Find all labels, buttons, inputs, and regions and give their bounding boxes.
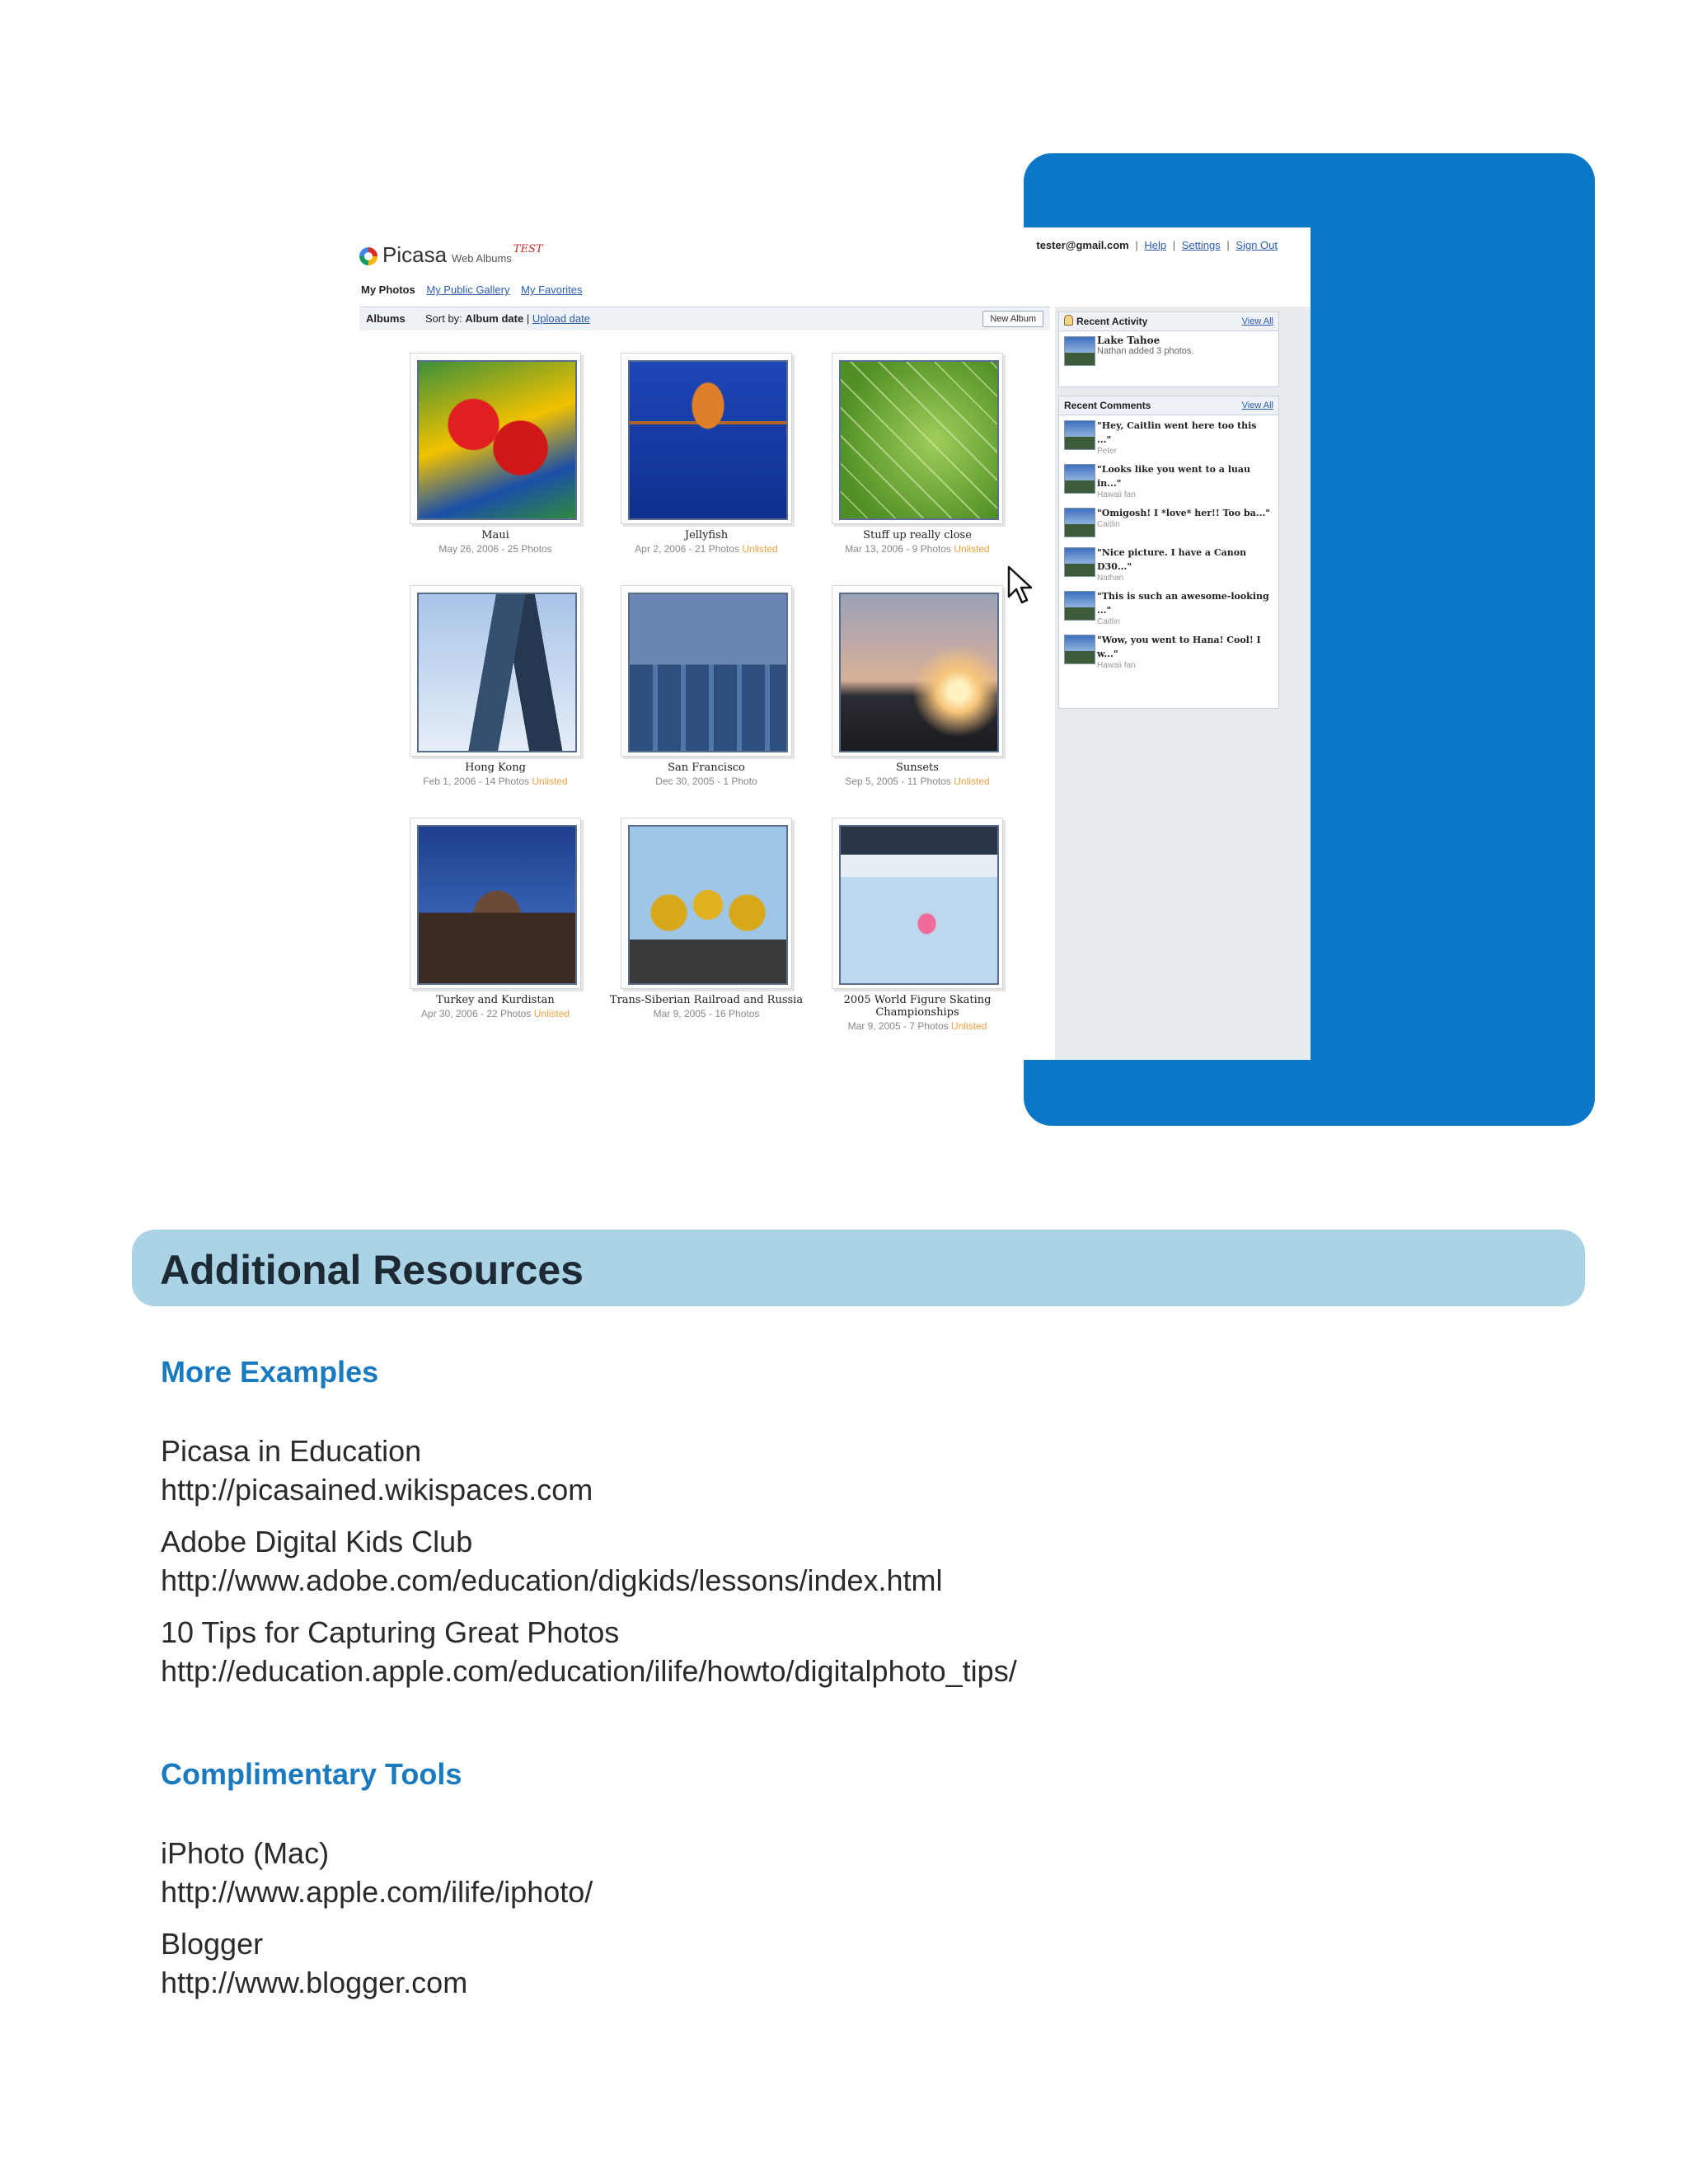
logo-text: Picasa — [382, 242, 448, 267]
help-link[interactable]: Help — [1144, 239, 1167, 251]
resource-item — [161, 1522, 943, 1600]
tab-my-photos[interactable]: My Photos — [361, 284, 415, 296]
album-meta: Apr 2, 2006 - 21 Photos Unlisted — [635, 543, 778, 555]
mouse-cursor-icon — [1007, 565, 1035, 605]
album-title[interactable]: San Francisco — [668, 762, 745, 774]
more-examples-heading: More Examples — [161, 1355, 379, 1389]
album-title[interactable]: Maui — [481, 529, 509, 541]
comment-text: "Omigosh! I *love* her!! Too ba..." — [1097, 508, 1270, 518]
album-card[interactable] — [392, 353, 598, 555]
comment-item[interactable] — [1059, 542, 1278, 586]
resource-item — [161, 1834, 593, 1911]
section-title: Additional Resources — [160, 1247, 584, 1293]
comment-thumbnail[interactable] — [1064, 547, 1095, 577]
album-meta: Apr 30, 2006 - 22 Photos Unlisted — [420, 1008, 570, 1019]
album-card[interactable] — [814, 818, 1020, 1032]
album-card[interactable] — [603, 818, 809, 1019]
album-title[interactable]: Jellyfish — [684, 529, 729, 541]
album-meta: Mar 9, 2005 - 7 Photos Unlisted — [847, 1020, 987, 1032]
recent-comments-title: Recent Comments — [1064, 400, 1151, 411]
unlisted-badge: Unlisted — [951, 1020, 987, 1032]
picasa-screenshot — [354, 227, 1311, 1060]
album-thumbnail[interactable] — [628, 593, 788, 752]
recent-activity-view-all[interactable]: View All — [1241, 316, 1273, 326]
album-meta: May 26, 2006 - 25 Photos — [438, 543, 552, 555]
album-thumbnail[interactable] — [417, 593, 577, 752]
album-meta: Sep 5, 2005 - 11 Photos Unlisted — [845, 776, 990, 787]
settings-link[interactable]: Settings — [1181, 239, 1221, 251]
resource-item — [161, 1432, 593, 1509]
comment-author: Peter — [1097, 447, 1117, 456]
activity-text: Nathan added 3 photos. — [1097, 346, 1194, 356]
album-thumbnail[interactable] — [417, 360, 577, 520]
comment-author: Nathan — [1097, 574, 1124, 583]
album-title[interactable]: Turkey and Kurdistan — [436, 994, 555, 1006]
resource-url[interactable]: http://www.blogger.com — [161, 1966, 468, 1999]
recent-activity-panel — [1058, 312, 1279, 387]
album-title[interactable]: Hong Kong — [465, 762, 526, 774]
activity-item[interactable] — [1059, 331, 1278, 371]
comment-text: "Hey, Caitlin went here too this ..." — [1097, 420, 1257, 445]
album-card[interactable] — [814, 353, 1020, 555]
resource-item — [161, 1613, 1017, 1690]
comment-item[interactable] — [1059, 630, 1278, 673]
album-thumbnail[interactable] — [839, 825, 999, 985]
photo-nav — [361, 284, 591, 296]
comment-text: "Wow, you went to Hana! Cool! I w..." — [1097, 635, 1261, 659]
section-header-band — [132, 1230, 1585, 1306]
unlisted-badge: Unlisted — [532, 776, 568, 787]
album-meta: Mar 9, 2005 - 16 Photos — [653, 1008, 760, 1019]
album-card[interactable] — [603, 585, 809, 787]
comment-author: Caitlin — [1097, 520, 1120, 529]
sort-current: Album date — [465, 312, 524, 325]
comment-thumbnail[interactable] — [1064, 591, 1095, 621]
tab-my-favorites[interactable]: My Favorites — [521, 284, 583, 296]
resource-name: iPhoto (Mac) — [161, 1836, 330, 1870]
comment-item[interactable] — [1059, 459, 1278, 503]
resource-name: Adobe Digital Kids Club — [161, 1525, 473, 1558]
album-meta: Dec 30, 2005 - 1 Photo — [655, 776, 757, 787]
person-icon — [1064, 315, 1073, 326]
comment-author: Caitlin — [1097, 617, 1120, 626]
right-sidebar — [1055, 307, 1311, 1060]
sort-upload-date-link[interactable]: Upload date — [532, 312, 590, 325]
new-album-button[interactable] — [982, 311, 1043, 327]
album-thumbnail[interactable] — [839, 593, 999, 752]
new-album-label: New Album — [990, 314, 1036, 324]
album-thumbnail[interactable] — [628, 825, 788, 985]
unlisted-badge: Unlisted — [954, 543, 990, 555]
resource-item — [161, 1924, 467, 2002]
sort-controls: Sort by: Album date | Upload date — [425, 312, 590, 325]
album-title[interactable]: 2005 World Figure Skating Championships — [843, 994, 992, 1019]
recent-activity-title: Recent Activity — [1076, 316, 1148, 327]
comment-thumbnail[interactable] — [1064, 508, 1095, 537]
comment-thumbnail[interactable] — [1064, 420, 1095, 450]
resource-url[interactable]: http://www.adobe.com/education/digkids/lessons/index.html — [161, 1563, 943, 1597]
unlisted-badge: Unlisted — [954, 776, 990, 787]
resource-url[interactable]: http://education.apple.com/education/ilife/howto/digitalphoto_tips/ — [161, 1654, 1017, 1688]
resource-name: Blogger — [161, 1927, 264, 1961]
album-card[interactable] — [392, 585, 598, 787]
logo-subtitle: Web Albums — [452, 252, 512, 265]
comment-author: Hawaii fan — [1097, 490, 1136, 499]
comment-item[interactable] — [1059, 503, 1278, 542]
resource-name: Picasa in Education — [161, 1434, 422, 1468]
complimentary-tools-heading: Complimentary Tools — [161, 1757, 462, 1791]
resource-url[interactable]: http://picasained.wikispaces.com — [161, 1473, 593, 1507]
account-links: tester@gmail.com | Help | Settings | Sign Out — [1036, 239, 1278, 251]
album-grid — [359, 330, 1050, 1060]
album-card[interactable] — [392, 818, 598, 1019]
comment-item[interactable] — [1059, 415, 1278, 459]
account-email: tester@gmail.com — [1036, 239, 1129, 251]
resource-name: 10 Tips for Capturing Great Photos — [161, 1615, 620, 1649]
albums-label: Albums — [366, 312, 406, 325]
picasa-header — [354, 227, 1311, 277]
album-card[interactable] — [814, 585, 1020, 787]
recent-comments-view-all[interactable]: View All — [1241, 401, 1273, 410]
album-title[interactable]: Stuff up really close — [863, 529, 972, 541]
picasa-logo[interactable] — [359, 242, 543, 268]
comment-thumbnail[interactable] — [1064, 464, 1095, 494]
comment-text: "This is such an awesome-looking ..." — [1097, 591, 1269, 616]
activity-thumbnail[interactable] — [1064, 336, 1095, 366]
comment-text: "Nice picture. I have a Canon D30..." — [1097, 547, 1247, 572]
resource-url[interactable]: http://www.apple.com/ilife/iphoto/ — [161, 1875, 593, 1909]
album-thumbnail[interactable] — [839, 360, 999, 520]
album-title[interactable]: Trans-Siberian Railroad and Russia — [609, 994, 804, 1006]
comment-thumbnail[interactable] — [1064, 635, 1095, 664]
unlisted-badge: Unlisted — [742, 543, 778, 555]
album-meta: Feb 1, 2006 - 14 Photos Unlisted — [423, 776, 568, 787]
sort-prefix: Sort by: — [425, 312, 462, 325]
picasa-logo-icon — [359, 247, 377, 265]
album-thumbnail[interactable] — [628, 360, 788, 520]
sign-out-link[interactable]: Sign Out — [1236, 239, 1278, 251]
activity-title[interactable]: Lake Tahoe — [1097, 335, 1160, 346]
albums-toolbar — [359, 307, 1050, 330]
comment-author: Hawaii fan — [1097, 661, 1136, 670]
album-title[interactable]: Sunsets — [896, 762, 939, 774]
comment-text: "Looks like you went to a luau in..." — [1097, 464, 1251, 489]
tab-my-public-gallery[interactable]: My Public Gallery — [426, 284, 510, 296]
logo-test-badge: TEST — [513, 243, 543, 255]
album-meta: Mar 13, 2006 - 9 Photos Unlisted — [845, 543, 990, 555]
unlisted-badge: Unlisted — [533, 1008, 570, 1019]
comment-item[interactable] — [1059, 586, 1278, 630]
album-thumbnail[interactable] — [417, 825, 577, 985]
recent-comments-panel — [1058, 396, 1279, 709]
album-card[interactable] — [603, 353, 809, 555]
